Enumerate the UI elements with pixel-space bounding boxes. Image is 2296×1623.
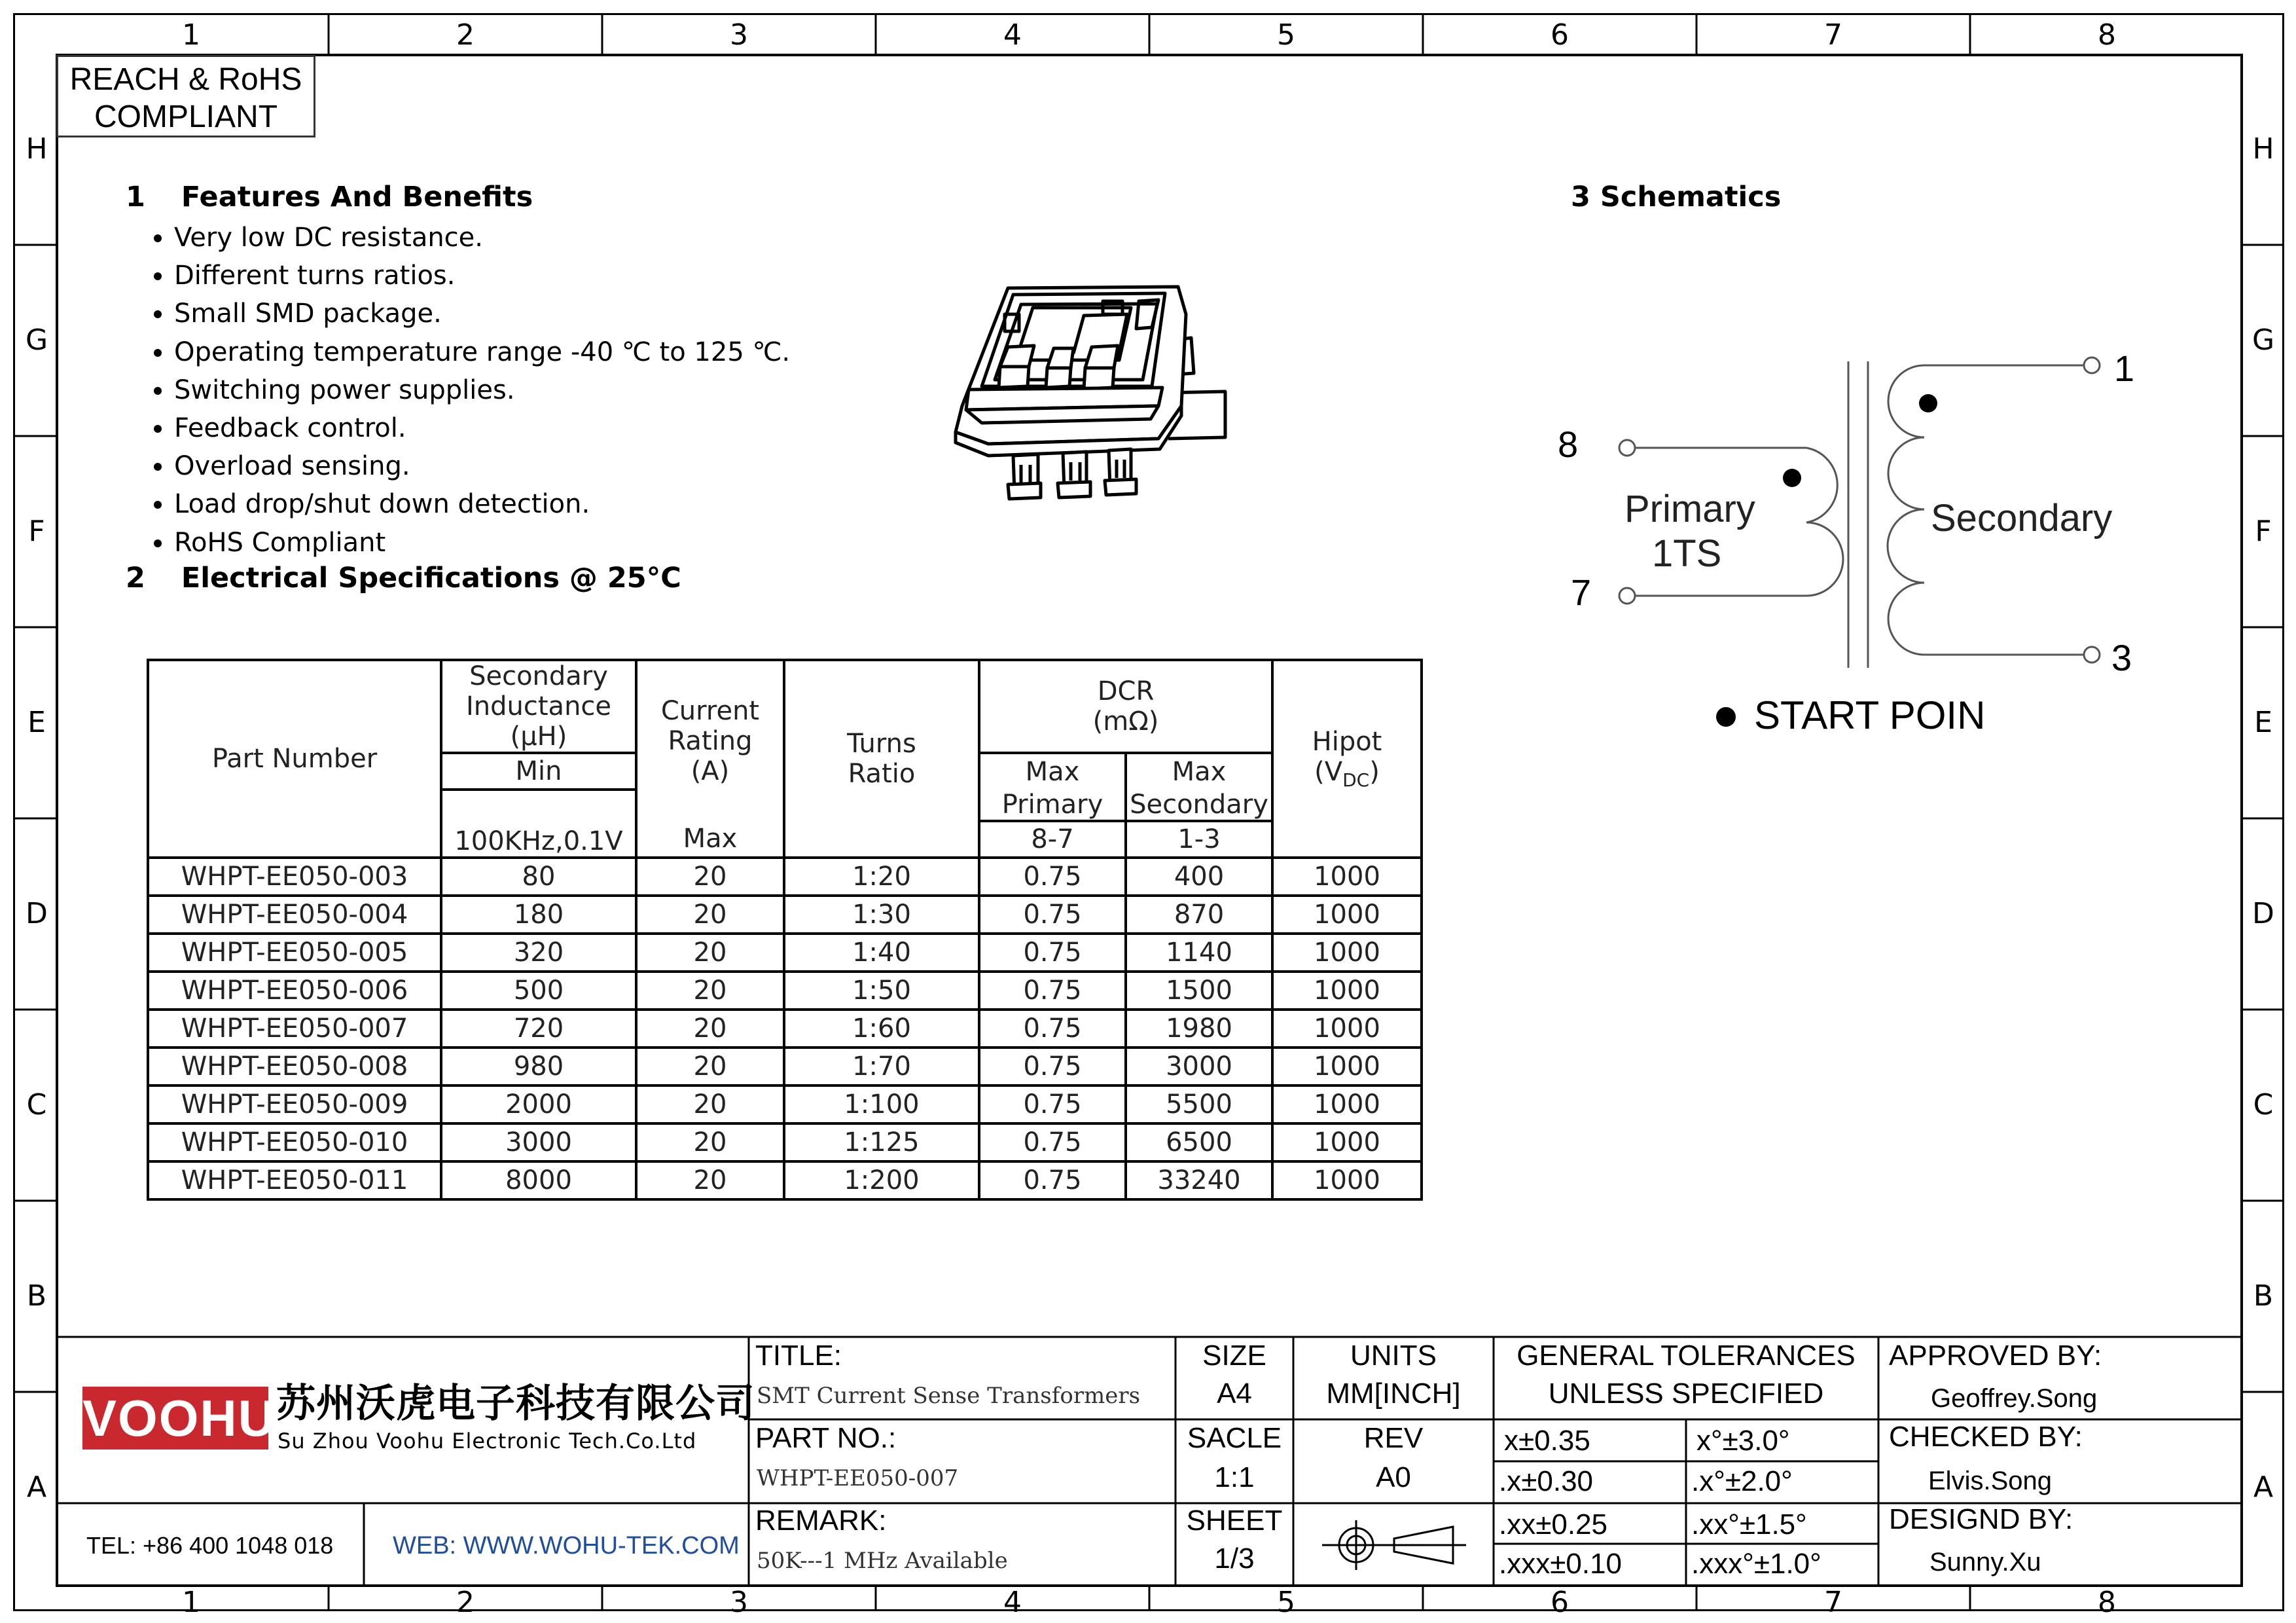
cell-ratio: 1:60 (784, 1010, 979, 1048)
th-hipot-unit (1274, 757, 1420, 791)
cell-dcr-secondary: 33240 (1126, 1161, 1272, 1199)
feature-item: • Feedback control. (174, 409, 790, 447)
cell-dcr-primary: 0.75 (979, 1085, 1126, 1123)
cell-hipot: 1000 (1272, 934, 1422, 972)
cell-dcr-primary: 0.75 (979, 972, 1126, 1010)
th-current-max: Max (636, 821, 784, 858)
th-max-primary: Max (979, 753, 1126, 790)
zone-row-a-right: A (2253, 1470, 2274, 1504)
cell-ratio: 1:40 (784, 934, 979, 972)
rev-label: REV (1363, 1422, 1424, 1454)
pin-3-label: 3 (2111, 637, 2132, 678)
features-heading-text: Features And Benefits (181, 181, 533, 213)
tol-linear-0: x±0.35 (1504, 1425, 1590, 1457)
th-secondary: Secondary (1126, 790, 1272, 821)
rev-value: A0 (1376, 1461, 1411, 1493)
table-row (148, 1048, 1422, 1085)
cell-hipot: 1000 (1272, 1123, 1422, 1161)
cell-ratio: 1:70 (784, 1048, 979, 1085)
cell-ratio: 1:200 (784, 1161, 979, 1199)
cell-inductance: 180 (441, 896, 636, 934)
feature-item: • Very low DC resistance. (174, 219, 790, 257)
title-value: SMT Current Sense Transformers (757, 1383, 1141, 1409)
pin-7-label: 7 (1571, 572, 1592, 613)
compliance-line1: REACH & RoHS (69, 62, 302, 97)
sheet-value: 1/3 (1214, 1542, 1255, 1575)
zone-col-3-bottom: 3 (730, 1586, 748, 1619)
cell-hipot: 1000 (1272, 858, 1422, 896)
tol-linear-1: .x±0.30 (1499, 1465, 1594, 1497)
cell-part: WHPT-EE050-005 (148, 934, 441, 972)
zone-col-8: 8 (2098, 18, 2116, 52)
feature-item: • Different turns ratios. (174, 257, 790, 295)
cell-current: 20 (636, 1085, 784, 1123)
zone-row-g-right: G (2251, 323, 2275, 357)
company-logo: VOOHU (82, 1387, 268, 1450)
zone-row-e-right: E (2254, 706, 2272, 739)
title-label: TITLE: (755, 1340, 842, 1372)
feature-item: • Operating temperature range -40 ℃ to 125 ℃. (174, 333, 790, 371)
cell-dcr-secondary: 1500 (1126, 972, 1272, 1010)
zone-row-g: G (25, 323, 48, 357)
cell-current: 20 (636, 896, 784, 934)
tolerances-title-1: GENERAL TOLERANCES (1516, 1340, 1856, 1372)
designed-label: DESIGND BY: (1889, 1503, 2073, 1535)
units-label: UNITS (1350, 1340, 1437, 1372)
scale-label: SACLE (1187, 1422, 1282, 1454)
cell-part: WHPT-EE050-010 (148, 1123, 441, 1161)
schematics-heading: 3 Schematics (1571, 181, 1782, 213)
component-drawing (942, 275, 1230, 517)
tol-linear-2: .xx±0.25 (1499, 1508, 1608, 1541)
zone-row-h-right: H (2252, 132, 2274, 166)
cell-ratio: 1:125 (784, 1123, 979, 1161)
zone-col-4: 4 (1003, 18, 1022, 52)
cell-inductance: 80 (441, 858, 636, 896)
electrical-heading (126, 562, 681, 594)
units-value: MM[INCH] (1326, 1377, 1461, 1410)
electrical-heading-text: Electrical Specifications @ 25°C (181, 562, 681, 594)
zone-col-8-bottom: 8 (2098, 1586, 2116, 1619)
cell-hipot: 1000 (1272, 1161, 1422, 1199)
company-name-cn: 苏州沃虎电子科技有限公司 (276, 1381, 755, 1427)
table-row (148, 1010, 1422, 1048)
cell-dcr-primary: 0.75 (979, 1010, 1126, 1048)
table-row (148, 858, 1422, 896)
zone-col-1-bottom: 1 (182, 1586, 200, 1619)
zone-col-3: 3 (730, 18, 748, 52)
sheet-label: SHEET (1186, 1504, 1283, 1537)
cell-ratio: 1:100 (784, 1085, 979, 1123)
zone-col-2-bottom: 2 (456, 1586, 475, 1619)
remark-label: REMARK: (755, 1504, 887, 1537)
size-value: A4 (1217, 1377, 1252, 1410)
cell-hipot: 1000 (1272, 1048, 1422, 1085)
zone-row-a: A (26, 1470, 47, 1504)
cell-dcr-secondary: 1140 (1126, 934, 1272, 972)
zone-col-1: 1 (182, 18, 200, 52)
designed-value: Sunny.Xu (1929, 1548, 2041, 1577)
tol-angular-1: .x°±2.0° (1691, 1465, 1793, 1497)
features-list (139, 219, 790, 562)
features-heading-num: 1 (126, 181, 145, 213)
th-hipot-unit-sub: DC (1342, 769, 1370, 791)
part-no-label: PART NO.: (755, 1422, 897, 1454)
table-row (148, 934, 1422, 972)
pin-1-label: 1 (2114, 348, 2135, 389)
cell-dcr-primary: 0.75 (979, 1123, 1126, 1161)
zone-row-h: H (26, 132, 48, 166)
cell-dcr-primary: 0.75 (979, 896, 1126, 934)
cell-dcr-secondary: 5500 (1126, 1085, 1272, 1123)
tol-angular-2: .xx°±1.5° (1691, 1508, 1807, 1541)
compliance-box (56, 55, 315, 137)
th-dcr-label: DCR (1097, 676, 1155, 706)
cell-dcr-primary: 0.75 (979, 1048, 1126, 1085)
feature-item: • Load drop/shut down detection. (174, 485, 790, 523)
zone-col-5: 5 (1277, 18, 1295, 52)
th-inductance-min: Min (441, 753, 636, 790)
cell-current: 20 (636, 1123, 784, 1161)
feature-item: • RoHS Compliant (174, 524, 790, 562)
tol-linear-3: .xxx±0.10 (1499, 1548, 1623, 1580)
cell-dcr-secondary: 870 (1126, 896, 1272, 934)
cell-hipot: 1000 (1272, 1085, 1422, 1123)
zone-row-c: C (26, 1088, 47, 1122)
th-inductance: Secondary Inductance (μH) (441, 660, 636, 753)
th-hipot-unit-open: (V (1314, 756, 1343, 787)
pin-8-label: 8 (1558, 424, 1579, 465)
feature-item: • Switching power supplies. (174, 371, 790, 409)
cell-current: 20 (636, 1161, 784, 1199)
zone-col-4-bottom: 4 (1003, 1586, 1022, 1619)
approved-label: APPROVED BY: (1889, 1340, 2102, 1372)
secondary-label: Secondary (1931, 497, 2113, 539)
part-no-value: WHPT-EE050-007 (757, 1465, 959, 1491)
cell-dcr-secondary: 6500 (1126, 1123, 1272, 1161)
cell-part: WHPT-EE050-007 (148, 1010, 441, 1048)
zone-row-f-right: F (2255, 515, 2272, 548)
cell-dcr-primary: 0.75 (979, 934, 1126, 972)
th-dcr-unit: (mΩ) (1092, 706, 1159, 737)
cell-dcr-primary: 0.75 (979, 1161, 1126, 1199)
table-row (148, 1161, 1422, 1199)
scale-value: 1:1 (1214, 1461, 1255, 1493)
cell-dcr-secondary: 1980 (1126, 1010, 1272, 1048)
zone-col-2: 2 (456, 18, 475, 52)
cell-ratio: 1:50 (784, 972, 979, 1010)
web-link[interactable]: WEB: WWW.WOHU-TEK.COM (393, 1532, 740, 1559)
cell-part: WHPT-EE050-009 (148, 1085, 441, 1123)
th-inductance-cond: 100KHz,0.1V (441, 790, 636, 858)
cell-inductance: 320 (441, 934, 636, 972)
size-label: SIZE (1202, 1340, 1266, 1372)
cell-current: 20 (636, 1010, 784, 1048)
zone-row-b-right: B (2253, 1279, 2274, 1313)
th-max-secondary: Max (1126, 753, 1272, 790)
company-name-en: Su Zhou Voohu Electronic Tech.Co.Ltd (278, 1429, 697, 1453)
cell-ratio: 1:30 (784, 896, 979, 934)
start-point-label: START POIN (1754, 693, 1986, 737)
zone-row-e: E (27, 706, 46, 739)
cell-part: WHPT-EE050-011 (148, 1161, 441, 1199)
th-turns: Turns Ratio (784, 660, 979, 858)
zone-row-f: F (28, 515, 45, 548)
cell-hipot: 1000 (1272, 972, 1422, 1010)
cell-part: WHPT-EE050-006 (148, 972, 441, 1010)
cell-inductance: 980 (441, 1048, 636, 1085)
table-row (148, 896, 1422, 934)
th-hipot-unit-close: ) (1369, 756, 1380, 787)
compliance-line2: COMPLIANT (94, 100, 278, 134)
remark-value: 50K---1 MHz Available (757, 1548, 1008, 1574)
cell-dcr-primary: 0.75 (979, 858, 1126, 896)
zone-row-c-right: C (2253, 1088, 2274, 1122)
tel-label: TEL: +86 400 1048 018 (86, 1532, 334, 1559)
checked-label: CHECKED BY: (1889, 1421, 2083, 1453)
cell-inductance: 3000 (441, 1123, 636, 1161)
th-hipot (1272, 660, 1422, 858)
zone-row-d: D (26, 897, 48, 930)
start-point-dot (1716, 707, 1736, 727)
tol-angular-3: .xxx°±1.0° (1691, 1548, 1821, 1580)
table-row (148, 972, 1422, 1010)
feature-item: • Small SMD package. (174, 295, 790, 333)
th-dcr (979, 660, 1272, 753)
th-pins-secondary: 1-3 (1126, 821, 1272, 858)
primary-turns-label: 1TS (1652, 532, 1722, 575)
cell-inductance: 2000 (441, 1085, 636, 1123)
cell-part: WHPT-EE050-008 (148, 1048, 441, 1085)
cell-inductance: 500 (441, 972, 636, 1010)
cell-current: 20 (636, 858, 784, 896)
cell-dcr-secondary: 400 (1126, 858, 1272, 896)
feature-item: • Overload sensing. (174, 447, 790, 485)
approved-value: Geoffrey.Song (1931, 1384, 2098, 1413)
cell-hipot: 1000 (1272, 1010, 1422, 1048)
cell-part: WHPT-EE050-004 (148, 896, 441, 934)
cell-inductance: 8000 (441, 1161, 636, 1199)
tol-angular-0: x°±3.0° (1696, 1425, 1790, 1457)
cell-current: 20 (636, 934, 784, 972)
th-primary: Primary (979, 790, 1126, 821)
electrical-heading-num: 2 (126, 562, 145, 594)
table-row (148, 1085, 1422, 1123)
zone-row-b: B (26, 1279, 47, 1313)
table-row (148, 1123, 1422, 1161)
checked-value: Elvis.Song (1928, 1467, 2052, 1495)
spec-table (147, 659, 1423, 1201)
primary-label: Primary (1624, 488, 1755, 530)
cell-inductance: 720 (441, 1010, 636, 1048)
zone-col-6-bottom: 6 (1551, 1586, 1569, 1619)
tolerances-title-2: UNLESS SPECIFIED (1548, 1377, 1824, 1410)
cell-ratio: 1:20 (784, 858, 979, 896)
cell-current: 20 (636, 1048, 784, 1085)
th-pins-primary: 8-7 (979, 821, 1126, 858)
projection-symbol-icon (1316, 1512, 1473, 1578)
th-part-number: Part Number (148, 660, 441, 858)
features-heading (126, 181, 533, 213)
zone-row-d-right: D (2252, 897, 2274, 930)
cell-part: WHPT-EE050-003 (148, 858, 441, 896)
cell-dcr-secondary: 3000 (1126, 1048, 1272, 1085)
zone-col-7: 7 (1824, 18, 1842, 52)
zone-col-7-bottom: 7 (1824, 1586, 1842, 1619)
th-hipot-label: Hipot (1312, 726, 1382, 757)
cell-current: 20 (636, 972, 784, 1010)
cell-hipot: 1000 (1272, 896, 1422, 934)
zone-col-6: 6 (1551, 18, 1569, 52)
zone-col-5-bottom: 5 (1277, 1586, 1295, 1619)
th-current: Current Rating (A) (636, 660, 784, 821)
